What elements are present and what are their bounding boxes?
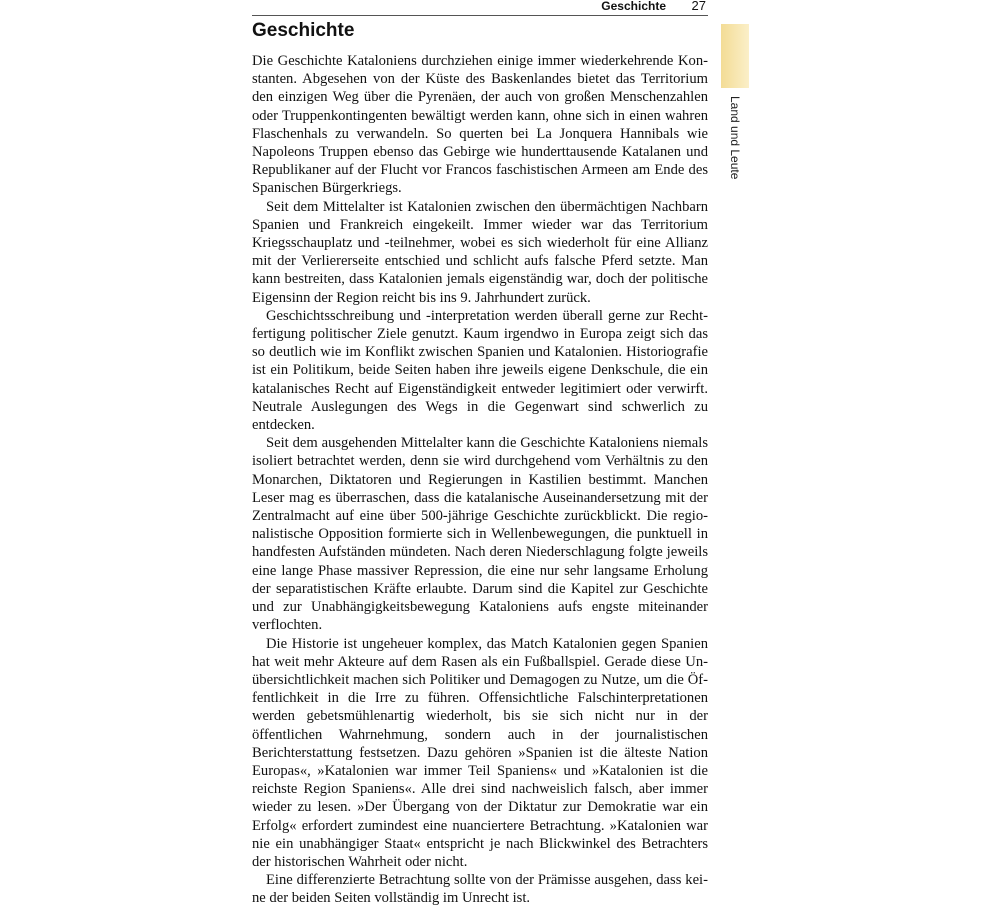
- running-header: [252, 0, 708, 16]
- running-title: Geschichte: [601, 0, 666, 13]
- paragraph: Seit dem ausgehenden Mittelalter kann die Geschichte Kataloniens niemals isoliert betrachtet werden, denn sie wird durchgehend vom Verhältnis zu den Monarchen, Diktatoren und Regierungen in Kastilien bestimmt. Manchen Leser mag es überraschen, dass die katalanische Auseinandersetzung mit der Zentralmacht auf eine über 500-jährige Geschichte zurückblickt. Die regionalistische Opposition formierte sich in Wellenbewegungen, die punktuell in handfesten Aufständen mündeten. Nach deren Niederschlagung folgte jeweils eine lange Phase massiver Repression, die eine nur sehr langsame Erholung der separatistischen Kräfte erlaubte. Darum sind die Kapitel zur Geschichte und zur Unabhängigkeitsbewegung Kataloniens aufs engste miteinander verflochten.: [252, 435, 708, 634]
- page-number: 27: [691, 0, 706, 13]
- paragraph: Die Geschichte Kataloniens durchziehen einige immer wiederkehrende Konstanten. Abgesehen von der Küste des Baskenlandes bietet das Territorium den einzigen Weg über die Pyrenäen, der auch von großen Menschenzahlen oder Truppenkontingenten bewältigt werden kann, ohne sich in einen wahren Flaschenhals zu verwandeln. So querten bei La Jonquera Hannibals wie Napoleons Truppen ebenso das Gebirge wie hunderttausende Katalanen und Republikaner auf der Flucht vor Francos faschistischen Armeen am Ende des Spanischen Bürgerkriegs.: [252, 53, 708, 197]
- chapter-thumb-label: Land und Leute: [728, 96, 742, 180]
- body-text: [252, 52, 708, 908]
- paragraph: Eine differenzierte Betrachtung sollte von der Prämisse ausgehen, dass keine der beiden Seiten vollständig im Unrecht ist.: [252, 872, 708, 907]
- section-heading: Geschichte: [252, 20, 355, 41]
- chapter-thumb-tab: [721, 24, 749, 88]
- paragraph: Seit dem Mittelalter ist Katalonien zwischen den übermächtigen Nachbarn Spanien und Frankreich eingekeilt. Immer wieder war das Territorium Kriegsschauplatz und -teilnehmer, wobei es sich wiederholt für eine Allianz mit der Verliererseite entschied und schlicht aufs falsche Pferd setzte. Man kann bestreiten, dass Katalonien jemals eigenständig war, doch der politische Eigensinn der Region reicht bis ins 9. Jahrhundert zurück.: [252, 198, 708, 306]
- paragraph: Geschichtsschreibung und -interpretation werden überall gerne zur Rechtfertigung politischer Ziele genutzt. Kaum irgendwo in Europa zeigt sich das so deutlich wie im Konflikt zwischen Spanien und Katalonien. Historiografie ist ein Politikum, beide Seiten haben ihre jeweils eigene Denkschule, die ein katalanisches Recht auf Eigenständigkeit entweder legitimiert oder verwirft. Neutrale Auslegungen des Wegs in die Gegenwart sind schwerlich zu entdecken.: [252, 307, 708, 434]
- paragraph: Die Historie ist ungeheuer komplex, das Match Katalonien gegen Spanien hat weit mehr Akteure auf dem Rasen als ein Fußballspiel. Gerade diese Unübersichtlichkeit machen sich Politiker und Demagogen zu Nutze, um die Öffentlichkeit in die Irre zu führen. Offensichtliche Falschinterpretationen werden gebetsmühlenartig wiederholt, bis sie sich nicht nur in der öffentlichen Wahrnehmung, sondern auch in der journalistischen Berichterstattung festsetzen. Dazu gehören »Spanien ist die älteste Nation Europas«, »Katalonien war immer Teil Spaniens« und »Katalonien ist die reichste Region Spaniens«. Alle drei sind nachweislich falsch, aber immer wieder zu lesen. »Der Übergang von der Diktatur zur Demokratie war ein Erfolg« erfordert zumindest eine nuanciertere Betrachtung. »Katalonien war nie ein unabhängiger Staat« entspricht je nach Blickwinkel des Betrachters der historischen Wahrheit oder nicht.: [252, 635, 708, 870]
